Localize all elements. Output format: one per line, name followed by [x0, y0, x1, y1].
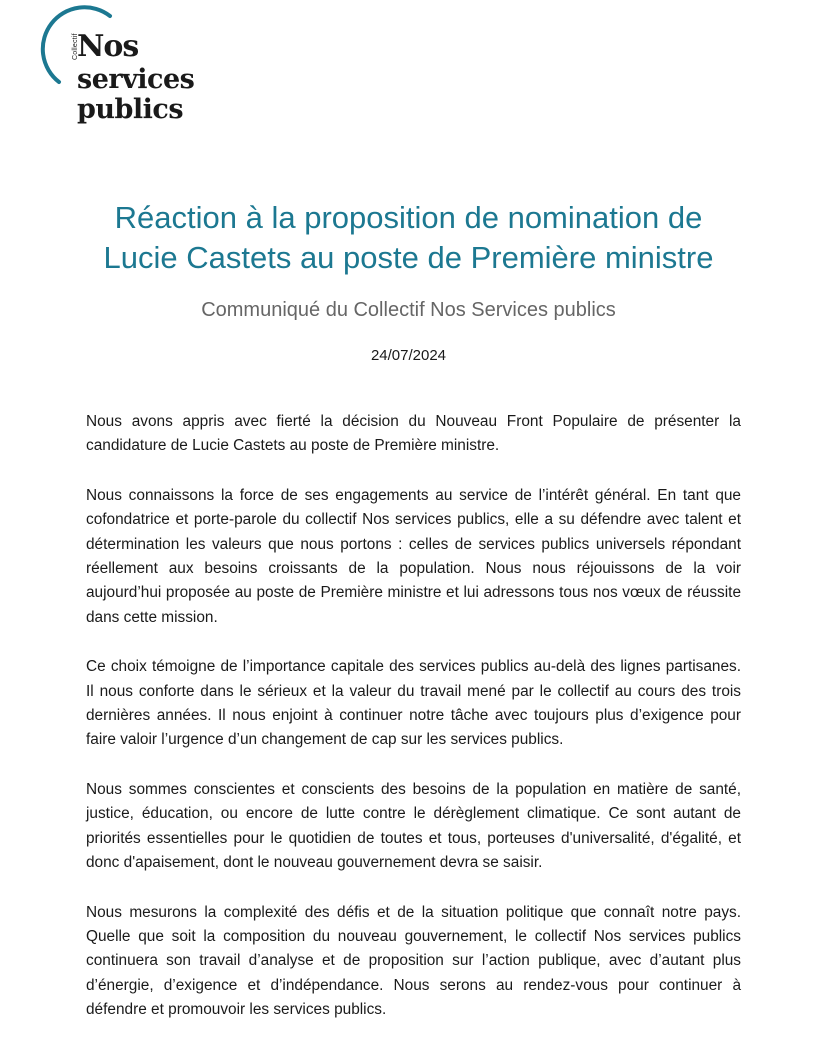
- logo-collectif-label: Collectif: [72, 33, 79, 60]
- page-title-line-2: Lucie Castets au poste de Première ministre: [103, 240, 714, 275]
- page-title-line-1: Réaction à la proposition de nomination de: [114, 200, 703, 235]
- page-subtitle: Communiqué du Collectif Nos Services publics: [201, 299, 616, 321]
- body-paragraph: Nous sommes conscientes et conscients des besoins de la population en matière de santé, justice, éducation, ou encore de lutte contre le dérèglement climatique. Ce sont autant de priorités essentielles pour le quotidien de toutes et tous, porteuses d'universalité, d'égalité, et donc d'apaisement, dont le nouveau gouvernement devra se saisir.: [86, 780, 741, 872]
- page-title: [40, 198, 777, 278]
- collectif-logo: [40, 4, 230, 132]
- body-paragraph: Nous connaissons la force de ses engagements au service de l’intérêt général. En tant que cofondatrice et porte-parole du collectif Nos services publics, elle a su défendre avec talent et détermination les valeurs que nous portons : celles de services publics universels répondant réellement aux besoins croissants de la population. Nous nous réjouissons de la voir aujourd’hui proposée au poste de Première ministre et lui adressons tous nos vœux de réussite dans cette mission.: [86, 486, 741, 626]
- body-paragraph: Nous mesurons la complexité des défis et de la situation politique que connaît notre pays. Quelle que soit la composition du nouveau gouvernement, le collectif Nos services publics continuera son travail d’analyse et de proposition sur l’action publique, avec d’autant plus d’énergie, d’exigence et d’indépendance. Nous serons au rendez-vous pour continuer à défendre et promouvoir les services publics.: [86, 903, 741, 1019]
- body-paragraph: Ce choix témoigne de l’importance capitale des services publics au-delà des lignes partisanes. Il nous conforte dans le sérieux et la valeur du travail mené par le collectif au cours des trois dernières années. Il nous enjoint à continuer notre tâche avec toujours plus d’exigence pour faire valoir l’urgence d’un changement de cap sur les services publics.: [86, 658, 741, 749]
- logo-word-nos: Nos: [77, 29, 139, 64]
- body-paragraph: Nous avons appris avec fierté la décision du Nouveau Front Populaire de présenter la candidature de Lucie Castets au poste de Première ministre.: [86, 413, 741, 455]
- press-release-body: [86, 410, 741, 1048]
- logo-word-publics: publics: [77, 94, 184, 125]
- publication-date: 24/07/2024: [370, 347, 447, 364]
- logo-word-services: services: [77, 64, 195, 95]
